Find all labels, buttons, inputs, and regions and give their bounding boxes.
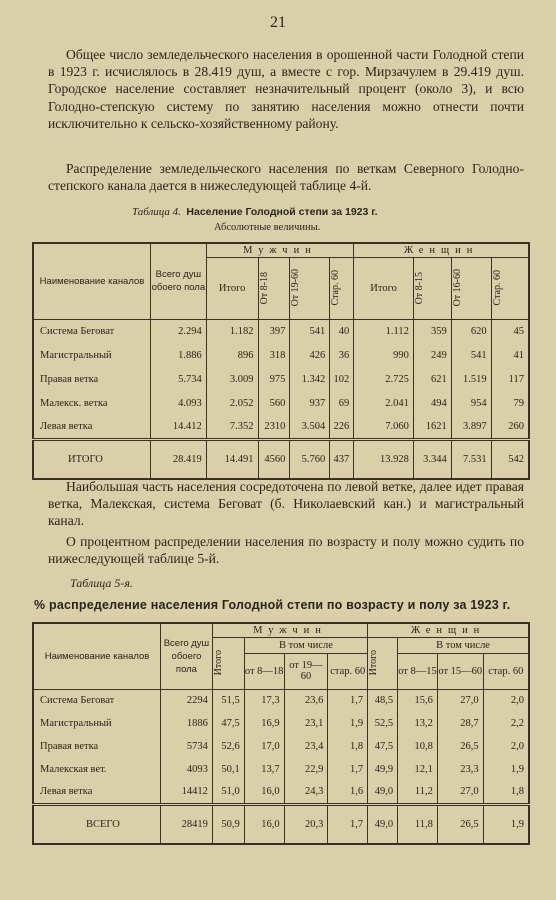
t5-total-m: 50,9 (212, 804, 244, 844)
table4-caption (132, 206, 378, 218)
table4-cell-total: 1.886 (151, 343, 207, 367)
table5-cell-total: 5734 (161, 735, 213, 758)
t5-total-w2: 26,5 (437, 804, 483, 844)
table4-cell-m3: 36 (330, 343, 354, 367)
table5-cell-m: 51,0 (212, 781, 244, 804)
table5-title: % распределение населения Голодной степи по возрасту и полу за 1923 г. (34, 598, 511, 612)
t4-total-m: 14.491 (206, 439, 258, 479)
t5-header-w-incl: В том числе (398, 637, 529, 653)
t4-total-m3: 437 (330, 439, 354, 479)
table4-subtitle: Абсолютные величины. (214, 222, 321, 233)
t5-header-w-age1: от 8—15 (398, 653, 438, 689)
table5-cell-w: 52,5 (368, 712, 398, 735)
table4-cell-w1: 1621 (413, 415, 451, 439)
t4-total-w2: 7.531 (451, 439, 491, 479)
table5-cell-w2: 26,5 (437, 735, 483, 758)
table4-cell-w3: 260 (491, 415, 529, 439)
table-row (33, 391, 529, 415)
table4-cell-w: 2.725 (354, 367, 414, 391)
t5-header-total: Всего душ обоего пола (161, 623, 213, 689)
table4-cell-w2: 954 (451, 391, 491, 415)
table5-cell-w2: 27,0 (437, 689, 483, 712)
table4-cell-m: 7.352 (206, 415, 258, 439)
table5-cell-m: 47,5 (212, 712, 244, 735)
table4-cell-m3: 69 (330, 391, 354, 415)
table5-cell-m1: 16,0 (244, 781, 284, 804)
table5-cell-w1: 15,6 (398, 689, 438, 712)
table4-cell-w1: 359 (413, 319, 451, 343)
t4-header-w-age1: От 8-15 (413, 271, 425, 305)
table4-cell-m3: 102 (330, 367, 354, 391)
t4-body (33, 319, 529, 439)
table4-cell-w: 2.041 (354, 391, 414, 415)
table4-cell-m2: 541 (290, 319, 330, 343)
table-row (33, 712, 529, 735)
table4-cell-m1: 560 (258, 391, 290, 415)
t4-total-w3: 542 (491, 439, 529, 479)
table4-cell-m2: 3.504 (290, 415, 330, 439)
table5-cell-w1: 12,1 (398, 758, 438, 781)
t5-header-m-age3: стар. 60 (328, 653, 368, 689)
table4-cell-w: 1.112 (354, 319, 414, 343)
table4-cell-w3: 41 (491, 343, 529, 367)
t4-header-m-age2: От 19-60 (290, 269, 302, 307)
t5-total-w1: 11,8 (398, 804, 438, 844)
t4-header-m-age3: Стар. 60 (330, 270, 342, 306)
table5-cell-m1: 13,7 (244, 758, 284, 781)
table4-cell-w2: 620 (451, 319, 491, 343)
table5-cell-m: 52,6 (212, 735, 244, 758)
table5-cell-m3: 1,7 (328, 689, 368, 712)
table5-cell-total: 4093 (161, 758, 213, 781)
table4-cell-m1: 397 (258, 319, 290, 343)
page-number: 21 (270, 14, 286, 31)
t4-total-w1: 3.344 (413, 439, 451, 479)
table4-cell-name: Система Беговат (33, 319, 151, 343)
table4-cell-w: 990 (354, 343, 414, 367)
table4-cell-m1: 2310 (258, 415, 290, 439)
table5-cell-w2: 28,7 (437, 712, 483, 735)
table-5 (32, 622, 530, 845)
paragraph-4 (48, 533, 524, 567)
t4-header-total: Всего душ обоего пола (151, 243, 207, 319)
table4-cell-m2: 937 (290, 391, 330, 415)
table5-cell-name: Левая ветка (33, 781, 161, 804)
paragraph-4-text: О процентном распределении населения по возрасту и полу можно судить по нижеследующей таблице 5-й. (48, 534, 524, 567)
table5-cell-w3: 1,8 (483, 781, 529, 804)
table5-cell-w1: 10,8 (398, 735, 438, 758)
paragraph-1-text: Общее число земледельческого населения в орошенной части Голодной степи в 1923 г. исчислялось в 28.419 душ, а вместе с гор. Мирзачулем в 29.419 душ. Городское население составляет незначительный процент (около 3), и всю Голодно-степскую систему по занятию населения можно отнести почти исключительно к сельско-хозяйственному району. (48, 47, 524, 131)
t5-total-m3: 1,7 (328, 804, 368, 844)
t5-header-w-itogo: Итого (368, 650, 380, 676)
table5-cell-name: Магистральный (33, 712, 161, 735)
t5-total-m2: 20,3 (284, 804, 328, 844)
table4-cell-name: Малекск. ветка (33, 391, 151, 415)
t5-total-m1: 16,0 (244, 804, 284, 844)
table4-cell-m1: 975 (258, 367, 290, 391)
table4-cell-m: 3.009 (206, 367, 258, 391)
t4-header-m-itogo: Итого (206, 257, 258, 319)
t5-total-w: 49,0 (368, 804, 398, 844)
table-row (33, 735, 529, 758)
table-row (33, 319, 529, 343)
t4-header-w-itogo: Итого (354, 257, 414, 319)
table5-cell-m1: 17,0 (244, 735, 284, 758)
table5-label: Таблица 5-я. (70, 576, 133, 590)
t5-header-m-age2: от 19—60 (284, 653, 328, 689)
paragraph-3-text: Наибольшая часть населения сосредоточена по левой ветке, далее идет правая ветка, Малекская, система Беговат (б. Николаевский кан.) и магистральный канал. (48, 479, 524, 529)
table4-cell-m: 1.182 (206, 319, 258, 343)
t5-total-row (33, 804, 529, 844)
table5-cell-w2: 27,0 (437, 781, 483, 804)
t5-total-name: ВСЕГО (33, 804, 161, 844)
table5-cell-m3: 1,9 (328, 712, 368, 735)
t5-header-w-age3: стар. 60 (483, 653, 529, 689)
t4-total-w: 13.928 (354, 439, 414, 479)
table4-cell-m: 896 (206, 343, 258, 367)
table5-cell-m2: 23,4 (284, 735, 328, 758)
table4-cell-m: 2.052 (206, 391, 258, 415)
t5-total-total: 28419 (161, 804, 213, 844)
t5-header-w-age2: от 15—60 (437, 653, 483, 689)
table4-cell-name: Магистральный (33, 343, 151, 367)
table4-cell-total: 4.093 (151, 391, 207, 415)
t4-total-m2: 5.760 (290, 439, 330, 479)
table4-cell-w3: 117 (491, 367, 529, 391)
table4-cell-w3: 45 (491, 319, 529, 343)
paragraph-3 (48, 478, 524, 530)
table5-cell-m1: 17,3 (244, 689, 284, 712)
t4-total-m1: 4560 (258, 439, 290, 479)
table5-cell-w3: 1,9 (483, 758, 529, 781)
paragraph-2-text: Распределение земледельческого населения по веткам Северного Голодно-степского канала дается в нижеследующей таблице 4-й. (48, 161, 524, 194)
t5-body (33, 689, 529, 804)
table5-cell-m: 50,1 (212, 758, 244, 781)
table5-cell-w3: 2,0 (483, 735, 529, 758)
table-row (33, 689, 529, 712)
table5-cell-m2: 23,6 (284, 689, 328, 712)
table5-cell-name: Правая ветка (33, 735, 161, 758)
table5-cell-m: 51,5 (212, 689, 244, 712)
table4-cell-w1: 249 (413, 343, 451, 367)
table5-cell-total: 2294 (161, 689, 213, 712)
table-row (33, 367, 529, 391)
table5-cell-w: 48,5 (368, 689, 398, 712)
t5-header-men: Мужчин (212, 623, 367, 637)
table5-cell-w: 49,9 (368, 758, 398, 781)
t5-header-name: Наименование каналов (33, 623, 161, 689)
table5-cell-m3: 1,8 (328, 735, 368, 758)
t4-header-women: Женщин (354, 243, 529, 257)
table-row (33, 415, 529, 439)
table4-cell-m2: 1.342 (290, 367, 330, 391)
table5-cell-m1: 16,9 (244, 712, 284, 735)
table4-cell-w2: 1.519 (451, 367, 491, 391)
table4-cell-total: 5.734 (151, 367, 207, 391)
table5-cell-w2: 23,3 (437, 758, 483, 781)
table5-cell-total: 1886 (161, 712, 213, 735)
table5-cell-m3: 1,6 (328, 781, 368, 804)
t5-header-m-age1: от 8—18 (244, 653, 284, 689)
t4-header-name: Наименование каналов (33, 243, 151, 319)
table4-cell-m3: 40 (330, 319, 354, 343)
table4-cell-m1: 318 (258, 343, 290, 367)
table5-cell-w3: 2,0 (483, 689, 529, 712)
table5-cell-m2: 22,9 (284, 758, 328, 781)
t4-total-row (33, 439, 529, 479)
table4-cell-w2: 3.897 (451, 415, 491, 439)
t4-total-total: 28.419 (151, 439, 207, 479)
table4-cell-w2: 541 (451, 343, 491, 367)
table4-cell-w1: 621 (413, 367, 451, 391)
t4-header-w-age2: От 16-60 (451, 269, 463, 307)
t5-header-m-incl: В том числе (244, 637, 367, 653)
t4-header-men: Мужчин (206, 243, 354, 257)
table4-cell-m2: 426 (290, 343, 330, 367)
table5-cell-name: Малекская вет. (33, 758, 161, 781)
table-4 (32, 242, 530, 480)
table5-cell-w1: 11,2 (398, 781, 438, 804)
table4-cell-name: Левая ветка (33, 415, 151, 439)
table5-cell-m3: 1,7 (328, 758, 368, 781)
table4-cell-name: Правая ветка (33, 367, 151, 391)
table-row (33, 758, 529, 781)
table5-cell-m2: 23,1 (284, 712, 328, 735)
table5-cell-m2: 24,3 (284, 781, 328, 804)
table-row (33, 343, 529, 367)
table5-cell-w: 49,0 (368, 781, 398, 804)
table4-label: Таблица 4. (132, 206, 181, 218)
t4-header-m-age1: От 8-18 (258, 271, 270, 305)
t5-header-women: Женщин (368, 623, 529, 637)
table4-cell-total: 2.294 (151, 319, 207, 343)
table5-cell-w: 47,5 (368, 735, 398, 758)
paragraph-1 (48, 46, 524, 132)
table4-cell-w1: 494 (413, 391, 451, 415)
paragraph-2 (48, 160, 524, 194)
table5-cell-w3: 2,2 (483, 712, 529, 735)
table4-cell-m3: 226 (330, 415, 354, 439)
table5-cell-w1: 13,2 (398, 712, 438, 735)
table5-cell-total: 14412 (161, 781, 213, 804)
t5-header-m-itogo: Итого (212, 650, 224, 676)
t4-total-name: ИТОГО (33, 439, 151, 479)
t4-header-w-age3: Стар. 60 (491, 270, 503, 306)
t5-total-w3: 1,9 (483, 804, 529, 844)
table4-cell-total: 14.412 (151, 415, 207, 439)
table4-cell-w3: 79 (491, 391, 529, 415)
table-row (33, 781, 529, 804)
table4-title: Население Голодной степи за 1923 г. (186, 206, 378, 218)
table4-cell-w: 7.060 (354, 415, 414, 439)
table5-cell-name: Система Беговат (33, 689, 161, 712)
